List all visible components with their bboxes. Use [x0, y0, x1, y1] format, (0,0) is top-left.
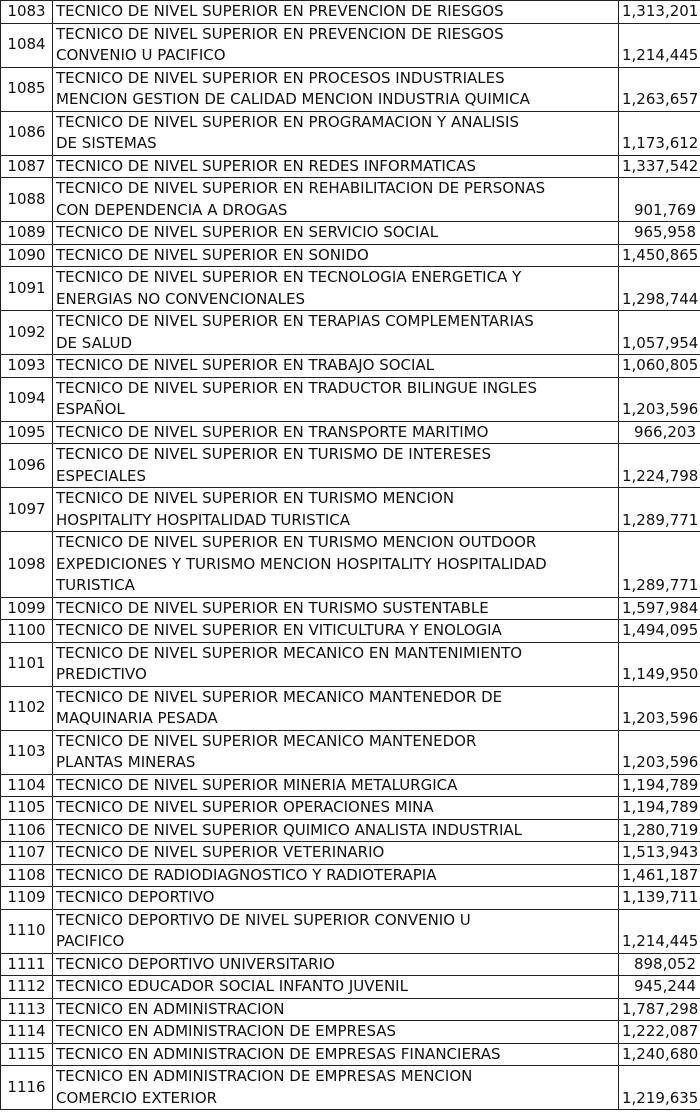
program-name-line: TECNICO DE NIVEL SUPERIOR MECANICO MANTENEDOR [56, 731, 477, 750]
salary-value: 1,513,943 [619, 842, 700, 865]
program-name-line: TECNICO DE NIVEL SUPERIOR MECANICO EN MANTENIMIENTO [56, 643, 523, 662]
program-name-line: DE SISTEMAS [56, 134, 157, 152]
program-name [53, 1066, 619, 1110]
program-name-line: ESPECIALES [56, 466, 147, 485]
salary-value: 1,494,095 [619, 620, 700, 643]
row-number: 1097 [1, 488, 53, 532]
table-row [1, 67, 700, 111]
program-name-line: MENCION GESTION DE CALIDAD MENCION INDUSTRIA QUIMICA [56, 90, 530, 108]
program-name [53, 444, 619, 488]
program-name-line: HOSPITALITY HOSPITALIDAD TURISTICA [56, 510, 351, 529]
salary-value: 1,139,711 [619, 887, 700, 910]
table-row [1, 488, 700, 532]
table-row [1, 730, 700, 774]
row-number: 1115 [1, 1043, 53, 1066]
table-row [1, 797, 700, 820]
row-number: 1092 [1, 311, 53, 355]
program-name [53, 311, 619, 355]
salary-value: 1,280,719 [619, 819, 700, 842]
table-row [1, 887, 700, 910]
program-name-line: TECNICO DE NIVEL SUPERIOR EN REHABILITACION DE PERSONAS [56, 179, 546, 197]
program-name [53, 620, 619, 643]
salary-value: 1,263,657 [619, 67, 700, 111]
table-row [1, 819, 700, 842]
program-name-line: DE SALUD [56, 333, 132, 352]
program-name [53, 67, 619, 111]
program-name-line: TECNICO DEPORTIVO DE NIVEL SUPERIOR CONVENIO U [56, 910, 471, 929]
program-name-line: PLANTAS MINERAS [56, 753, 196, 771]
salary-value: 898,052 [619, 953, 700, 976]
salary-value: 1,214,445 [619, 23, 700, 67]
program-name [53, 178, 619, 222]
row-number: 1095 [1, 421, 53, 444]
program-name-line: TECNICO DE NIVEL SUPERIOR EN TRADUCTOR BILINGUE INGLES [56, 378, 538, 397]
program-name-line: COMERCIO EXTERIOR [56, 1088, 218, 1107]
table-row [1, 642, 700, 686]
program-name-line: TECNICO DE NIVEL SUPERIOR MECANICO MANTENEDOR DE [56, 687, 503, 706]
salary-value: 1,289,771 [619, 532, 700, 598]
program-name-line: TECNICO DE NIVEL SUPERIOR EN TECNOLOGIA ENERGETICA Y [56, 268, 522, 286]
program-name [53, 267, 619, 311]
row-number: 1106 [1, 819, 53, 842]
salary-value: 1,337,542 [619, 155, 700, 178]
salary-value: 901,769 [619, 178, 700, 222]
program-name-line: TECNICO DE NIVEL SUPERIOR EN SONIDO [56, 245, 369, 264]
table-row [1, 998, 700, 1021]
salary-value: 945,244 [619, 976, 700, 999]
program-name-line: TECNICO EDUCADOR SOCIAL INFANTO JUVENIL [56, 977, 408, 995]
program-name [53, 976, 619, 999]
row-number: 1101 [1, 642, 53, 686]
salary-value: 966,203 [619, 421, 700, 444]
program-name [53, 222, 619, 245]
row-number: 1083 [1, 1, 53, 24]
salary-value: 1,203,596 [619, 686, 700, 730]
program-name [53, 1021, 619, 1044]
program-name-line: TECNICO DE NIVEL SUPERIOR EN PROCESOS INDUSTRIALES [56, 68, 505, 87]
salary-value: 1,298,744 [619, 267, 700, 311]
table-row [1, 23, 700, 67]
salary-value: 1,057,954 [619, 311, 700, 355]
table-row [1, 909, 700, 953]
program-name [53, 377, 619, 421]
program-name-line: TECNICO DE RADIODIAGNOSTICO Y RADIOTERAPIA [56, 865, 437, 884]
program-name [53, 686, 619, 730]
salary-value: 1,222,087 [619, 1021, 700, 1044]
table-row [1, 178, 700, 222]
table-row [1, 311, 700, 355]
program-name-line: TECNICO DE NIVEL SUPERIOR EN TRABAJO SOCIAL [56, 356, 435, 374]
program-name [53, 819, 619, 842]
program-name [53, 842, 619, 865]
program-name-line: PREDICTIVO [56, 665, 147, 683]
salary-value: 1,224,798 [619, 444, 700, 488]
program-name [53, 532, 619, 598]
row-number: 1099 [1, 597, 53, 620]
program-name-line: TECNICO DE NIVEL SUPERIOR EN PROGRAMACION Y ANALISIS [56, 112, 519, 131]
row-number: 1111 [1, 953, 53, 976]
program-name-line: TECNICO DE NIVEL SUPERIOR EN PREVENCION DE RIESGOS [56, 24, 504, 43]
program-name-line: TECNICO DEPORTIVO [56, 888, 215, 906]
salary-value: 1,597,984 [619, 597, 700, 620]
program-name [53, 909, 619, 953]
row-number: 1087 [1, 155, 53, 178]
program-name-line: CONVENIO U PACIFICO [56, 46, 226, 64]
row-number: 1090 [1, 244, 53, 267]
row-number: 1109 [1, 887, 53, 910]
row-number: 1084 [1, 23, 53, 67]
program-name [53, 953, 619, 976]
program-name-line: TURISTICA [56, 576, 135, 594]
program-name-line: MAQUINARIA PESADA [56, 709, 218, 727]
row-number: 1108 [1, 864, 53, 887]
table-row [1, 774, 700, 797]
program-name [53, 597, 619, 620]
salary-value: 1,060,805 [619, 355, 700, 378]
row-number: 1113 [1, 998, 53, 1021]
table-row [1, 620, 700, 643]
row-number: 1089 [1, 222, 53, 245]
program-name-line: TECNICO DE NIVEL SUPERIOR MINERIA METALURGICA [56, 775, 458, 794]
table-row [1, 355, 700, 378]
program-name-line: TECNICO DE NIVEL SUPERIOR EN VITICULTURA Y ENOLOGIA [56, 621, 502, 639]
program-name-line: TECNICO EN ADMINISTRACION [56, 999, 285, 1018]
salary-value: 965,958 [619, 222, 700, 245]
program-name [53, 642, 619, 686]
table-row [1, 864, 700, 887]
row-number: 1094 [1, 377, 53, 421]
row-number: 1088 [1, 178, 53, 222]
program-name [53, 864, 619, 887]
table-row [1, 1066, 700, 1110]
program-name-line: TECNICO DE NIVEL SUPERIOR EN REDES INFORMATICAS [56, 156, 477, 175]
table-row [1, 222, 700, 245]
salary-value: 1,787,298 [619, 998, 700, 1021]
program-name [53, 244, 619, 267]
program-name [53, 111, 619, 155]
salary-value: 1,203,596 [619, 730, 700, 774]
program-name-line: TECNICO DE NIVEL SUPERIOR EN TURISMO DE INTERESES [56, 445, 491, 463]
program-name-line: TECNICO EN ADMINISTRACION DE EMPRESAS MENCION [56, 1067, 473, 1085]
program-name [53, 998, 619, 1021]
program-name-line: TECNICO DE NIVEL SUPERIOR VETERINARIO [56, 843, 385, 861]
salary-value: 1,194,789 [619, 774, 700, 797]
program-name-line: TECNICO DE NIVEL SUPERIOR EN TURISMO MENCION [56, 489, 455, 507]
row-number: 1093 [1, 355, 53, 378]
row-number: 1100 [1, 620, 53, 643]
salary-value: 1,289,771 [619, 488, 700, 532]
row-number: 1102 [1, 686, 53, 730]
salary-value: 1,203,596 [619, 377, 700, 421]
program-name [53, 23, 619, 67]
row-number: 1085 [1, 67, 53, 111]
salary-value: 1,240,680 [619, 1043, 700, 1066]
table-row [1, 953, 700, 976]
salary-value: 1,149,950 [619, 642, 700, 686]
program-name-line: TECNICO DE NIVEL SUPERIOR EN TRANSPORTE MARITIMO [56, 422, 489, 441]
program-name [53, 488, 619, 532]
table-row [1, 1043, 700, 1066]
row-number: 1114 [1, 1021, 53, 1044]
table-row [1, 1, 700, 24]
table-body [1, 1, 700, 1110]
program-name [53, 155, 619, 178]
table-row [1, 421, 700, 444]
program-name [53, 355, 619, 378]
row-number: 1096 [1, 444, 53, 488]
program-name [53, 887, 619, 910]
program-name [53, 797, 619, 820]
salary-value: 1,214,445 [619, 909, 700, 953]
row-number: 1110 [1, 909, 53, 953]
row-number: 1104 [1, 774, 53, 797]
program-name [53, 730, 619, 774]
table-row [1, 686, 700, 730]
program-name [53, 1, 619, 24]
salary-value: 1,450,865 [619, 244, 700, 267]
program-name-line: ENERGIAS NO CONVENCIONALES [56, 289, 305, 308]
program-name [53, 1043, 619, 1066]
row-number: 1105 [1, 797, 53, 820]
table-row [1, 377, 700, 421]
row-number: 1103 [1, 730, 53, 774]
program-name [53, 774, 619, 797]
program-name-line: TECNICO EN ADMINISTRACION DE EMPRESAS FINANCIERAS [56, 1044, 501, 1063]
program-name-line: TECNICO DE NIVEL SUPERIOR OPERACIONES MINA [56, 798, 434, 816]
salary-value: 1,173,612 [619, 111, 700, 155]
table-row [1, 444, 700, 488]
table-row [1, 155, 700, 178]
salary-value: 1,194,789 [619, 797, 700, 820]
row-number: 1091 [1, 267, 53, 311]
table-row [1, 597, 700, 620]
table-row [1, 976, 700, 999]
row-number: 1107 [1, 842, 53, 865]
program-name-line: TECNICO DEPORTIVO UNIVERSITARIO [56, 954, 335, 973]
table-row [1, 267, 700, 311]
program-name-line: TECNICO DE NIVEL SUPERIOR EN TURISMO SUSTENTABLE [56, 598, 489, 617]
program-name-line: ESPAÑOL [56, 400, 125, 418]
program-name-line: TECNICO DE NIVEL SUPERIOR EN TERAPIAS COMPLEMENTARIAS [56, 312, 534, 330]
program-name-line: TECNICO DE NIVEL SUPERIOR QUIMICO ANALISTA INDUSTRIAL [56, 820, 522, 839]
salary-value: 1,461,187 [619, 864, 700, 887]
table-row [1, 1021, 700, 1044]
program-name-line: EXPEDICIONES Y TURISMO MENCION HOSPITALITY HOSPITALIDAD [56, 554, 547, 573]
table-row [1, 532, 700, 598]
program-name-line: PACIFICO [56, 932, 125, 950]
program-name-line: CON DEPENDENCIA A DROGAS [56, 200, 288, 219]
program-name [53, 421, 619, 444]
row-number: 1098 [1, 532, 53, 598]
row-number: 1112 [1, 976, 53, 999]
row-number: 1116 [1, 1066, 53, 1110]
table-row [1, 244, 700, 267]
program-name-line: TECNICO DE NIVEL SUPERIOR EN PREVENCION DE RIESGOS [56, 2, 504, 20]
program-name-line: TECNICO EN ADMINISTRACION DE EMPRESAS [56, 1022, 397, 1040]
salary-value: 1,313,201 [619, 1, 700, 24]
program-name-line: TECNICO DE NIVEL SUPERIOR EN SERVICIO SOCIAL [56, 223, 439, 241]
table-row [1, 111, 700, 155]
table-row [1, 842, 700, 865]
salary-value: 1,219,635 [619, 1066, 700, 1110]
program-name-line: TECNICO DE NIVEL SUPERIOR EN TURISMO MENCION OUTDOOR [56, 533, 537, 551]
row-number: 1086 [1, 111, 53, 155]
